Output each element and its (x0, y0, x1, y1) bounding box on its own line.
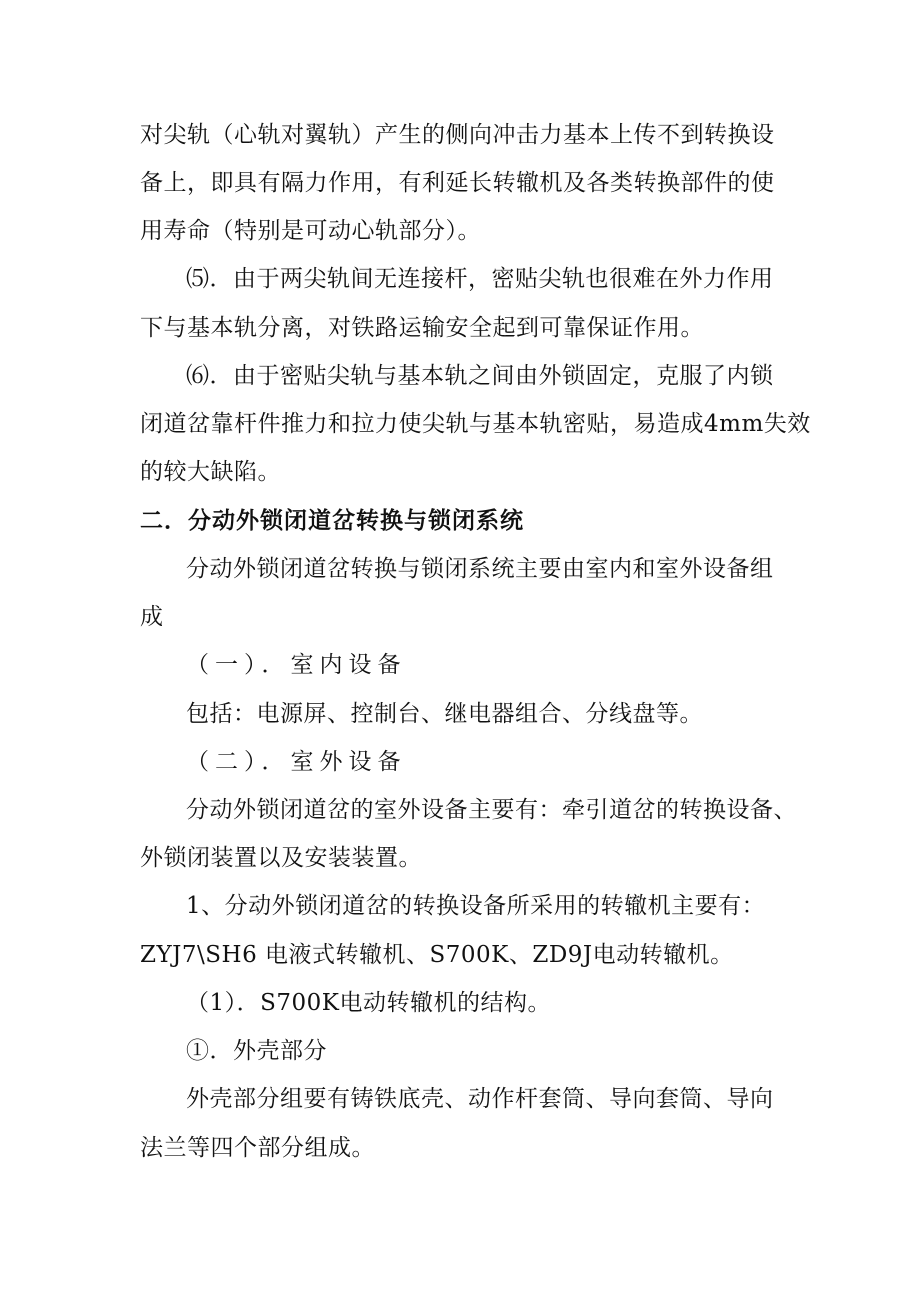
paragraph-line: 外壳部分组要有铸铁底壳、动作杆套筒、导向套筒、导向 (186, 1086, 774, 1112)
section-heading: 二．分动外锁闭道岔转换与锁闭系统 (140, 508, 524, 534)
paragraph-line: 分动外锁闭道岔转换与锁闭系统主要由室内和室外设备组 (186, 556, 774, 582)
paragraph-line: 闭道岔靠杆件推力和拉力使尖轨与基本轨密贴，易造成4mm失效 (140, 411, 811, 437)
paragraph-line: 用寿命（特别是可动心轨部分）。 (140, 218, 481, 244)
paragraph-line: 的较大缺陷。 (140, 459, 281, 485)
paragraph-line: 备上，即具有隔力作用，有利延长转辙机及各类转换部件的使 (140, 170, 775, 196)
subsection-heading: （二）．室外设备 (186, 749, 407, 775)
paragraph-line: 下与基本轨分离，对铁路运输安全起到可靠保证作用。 (140, 315, 704, 341)
paragraph-line: 包括：电源屏、控制台、继电器组合、分线盘等。 (186, 701, 703, 727)
paragraph-line: ⑹．由于密贴尖轨与基本轨之间由外锁固定，克服了内锁 (186, 363, 774, 389)
paragraph-line: ZYJ7\SH6 电液式转辙机、S700K、ZD9J电动转辙机。 (140, 942, 734, 968)
subsection-heading: （一）．室内设备 (186, 652, 407, 678)
paragraph-line: 成 (140, 604, 164, 630)
subsection-heading: （1）．S700K电动转辙机的结构。 (186, 990, 551, 1016)
paragraph-line: ⑸．由于两尖轨间无连接杆，密贴尖轨也很难在外力作用 (186, 266, 774, 292)
paragraph-line: 法兰等四个部分组成。 (140, 1135, 375, 1161)
paragraph-line: 外锁闭装置以及安装装置。 (140, 845, 422, 871)
paragraph-line: 对尖轨（心轨对翼轨）产生的侧向冲击力基本上传不到转换设 (140, 122, 775, 148)
paragraph-line: 分动外锁闭道岔的室外设备主要有：牵引道岔的转换设备、 (186, 797, 797, 823)
paragraph-line: 1、分动外锁闭道岔的转换设备所采用的转辙机主要有： (186, 893, 766, 919)
subsection-heading: ①．外壳部分 (186, 1038, 327, 1064)
